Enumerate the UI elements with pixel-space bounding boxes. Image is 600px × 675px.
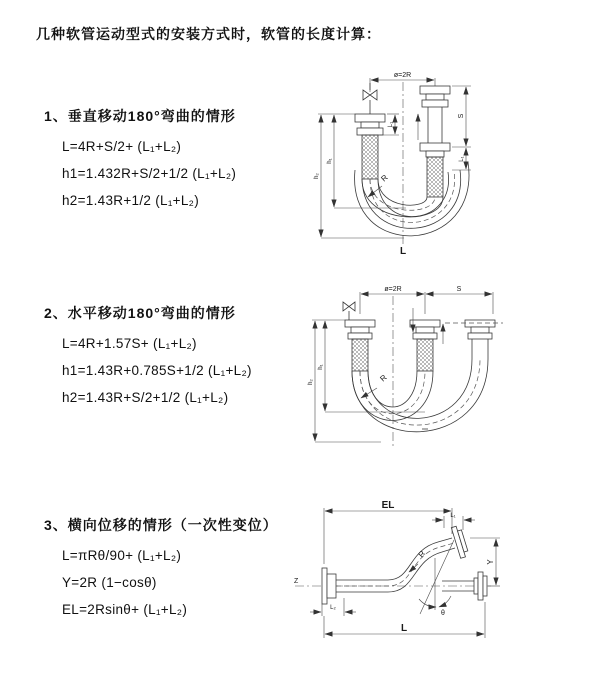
section-2	[44, 303, 252, 417]
dim-l1-right	[452, 148, 471, 170]
dim-label-l1-left: L₁	[388, 121, 394, 128]
left-flange	[322, 568, 336, 604]
right-flange-upper	[420, 86, 450, 143]
radius-callout	[361, 373, 389, 398]
section-2-formulas	[62, 336, 252, 406]
formula-line: h2=1.43R+S/2+1/2 (L₁+L₂)	[62, 390, 229, 405]
formula-line: L=4R+1.57S+ (L₁+L₂)	[62, 336, 197, 351]
page-title: 几种软管运动型式的安装方式时，软管的长度计算：	[36, 26, 381, 42]
dim-label-h1: h₁	[318, 364, 324, 370]
dim-label-el: EL	[381, 500, 395, 511]
formula-line: EL=2Rsinθ+ (L₁+L₂)	[62, 602, 188, 617]
dim-el	[324, 500, 452, 564]
formula-line: h2=1.43R+1/2 (L₁+L₂)	[62, 193, 200, 208]
section-1-formulas	[62, 139, 236, 209]
angle-construction	[416, 540, 454, 617]
section-2-heading: 2、水平移动180°弯曲的情形	[44, 305, 236, 321]
diagram-vertical-180-bend	[308, 66, 548, 258]
dim-label-l2: L₂	[330, 605, 336, 611]
dim-l	[324, 602, 485, 638]
section-1-heading: 1、垂直移动180°弯曲的情形	[44, 108, 236, 124]
right-flange-lower	[420, 143, 450, 197]
dim-label-y: Y	[486, 559, 495, 565]
dim-top-2r	[360, 286, 493, 314]
dim-label-r: R	[378, 372, 389, 384]
hose-curves	[336, 538, 455, 592]
section-3-formulas	[62, 548, 278, 618]
dim-label-r: R	[379, 172, 390, 184]
middle-flange	[410, 320, 440, 371]
dim-label-l: L	[399, 246, 407, 257]
section-3	[44, 515, 278, 629]
formula-line: L=4R+S/2+ (L₁+L₂)	[62, 139, 182, 154]
dim-label-s: S	[456, 286, 462, 293]
dim-label-h2: h₂	[308, 379, 314, 385]
section-3-heading: 3、横向位移的情形（一次性变位）	[44, 517, 278, 533]
diagram-horizontal-180-bend	[303, 282, 598, 460]
dim-label-l1-right: L₁	[459, 156, 465, 162]
dim-s	[452, 86, 471, 147]
dim-l2	[310, 598, 356, 616]
formula-line: h1=1.432R+S/2+1/2 (L₁+L₂)	[62, 166, 237, 181]
valve-icon	[343, 302, 355, 320]
dim-label-l1: L₁	[450, 513, 456, 519]
valve-icon	[363, 83, 377, 114]
diagram-lateral-displacement	[292, 498, 598, 650]
dim-label-2r: ø=2R	[384, 286, 402, 293]
formula-line: h1=1.43R+0.785S+1/2 (L₁+L₂)	[62, 363, 252, 378]
dim-label-r: R	[416, 549, 428, 560]
dim-label-h1: h₁	[327, 158, 333, 164]
left-flange	[345, 320, 375, 371]
formula-line: Y=2R (1−cosθ)	[62, 575, 157, 590]
dim-label-theta: θ	[441, 610, 445, 617]
radius-callout	[409, 549, 427, 572]
centerline-mark-z: Z	[294, 578, 299, 585]
dim-label-h2: h₂	[314, 173, 320, 179]
left-flange	[355, 114, 385, 179]
section-1	[44, 106, 236, 220]
formula-line: L=πRθ/90+ (L₁+L₂)	[62, 548, 182, 563]
right-flange-moved	[465, 320, 495, 359]
dim-label-2r: ø=2R	[393, 72, 412, 79]
dim-top-s	[426, 286, 492, 294]
dim-label-l-bottom: L	[400, 623, 408, 634]
upper-flange-tilted	[451, 525, 469, 558]
dim-label-s: S	[458, 113, 465, 119]
